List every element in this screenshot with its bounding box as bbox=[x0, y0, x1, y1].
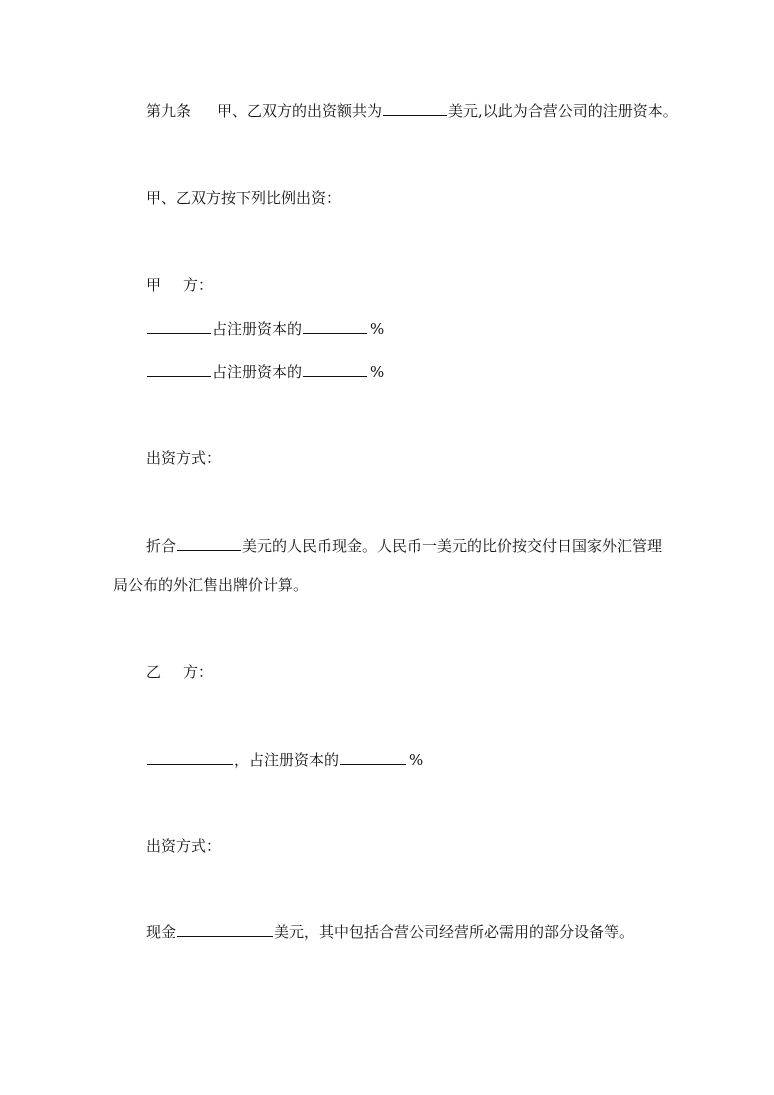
party-b-label-second: 方： bbox=[183, 663, 214, 681]
party-b-item-blank[interactable] bbox=[147, 749, 233, 765]
party-a-row-1-text: 占注册资本的 bbox=[212, 320, 303, 338]
party-a-contribution-row-2 bbox=[146, 361, 384, 381]
party-a-method-label: 出资方式： bbox=[146, 449, 222, 467]
article-nine bbox=[146, 100, 678, 120]
party-a-label-second: 方： bbox=[183, 276, 214, 294]
ratio-intro: 甲、乙双方按下列比例出资： bbox=[146, 189, 342, 207]
party-b-cash-amount-blank[interactable] bbox=[177, 921, 273, 937]
party-b-percent-blank[interactable] bbox=[340, 749, 406, 765]
article-number: 第九条 bbox=[146, 102, 192, 120]
party-b-contribution-row bbox=[146, 749, 423, 769]
party-a-label bbox=[146, 275, 213, 295]
percent-sign: % bbox=[409, 751, 424, 769]
party-b-method-line bbox=[146, 921, 634, 941]
party-a-item-blank-1[interactable] bbox=[147, 318, 211, 334]
party-b-label-first: 乙 bbox=[146, 663, 162, 681]
party-b-label bbox=[146, 662, 213, 682]
party-a-method-prefix: 折合 bbox=[146, 537, 177, 555]
article-text-before: 甲、乙双方的出资额共为 bbox=[217, 102, 383, 120]
party-b-row-text: ，占注册资本的 bbox=[234, 751, 340, 769]
party-a-method-text-1: 美元的人民币现金。人民币一美元的比价按交付日国家外汇管理 bbox=[242, 537, 663, 555]
party-b-method-text: 美元，其中包括合营公司经营所必需用的部分设备等。 bbox=[274, 923, 635, 941]
article-text-after: 美元,以此为合营公司的注册资本。 bbox=[448, 102, 678, 120]
party-a-percent-blank-1[interactable] bbox=[303, 318, 367, 334]
party-a-row-2-text: 占注册资本的 bbox=[212, 363, 303, 381]
party-a-method-line-1 bbox=[146, 535, 662, 555]
party-a-item-blank-2[interactable] bbox=[147, 361, 211, 377]
capital-amount-blank[interactable] bbox=[383, 100, 447, 116]
party-a-method-line-2: 局公布的外汇售出牌价计算。 bbox=[113, 576, 309, 594]
percent-sign: % bbox=[370, 320, 385, 338]
party-b-method-prefix: 现金 bbox=[146, 923, 177, 941]
party-a-percent-blank-2[interactable] bbox=[303, 361, 367, 377]
party-a-label-first: 甲 bbox=[146, 276, 162, 294]
party-a-contribution-row-1 bbox=[146, 318, 384, 338]
percent-sign: % bbox=[370, 363, 385, 381]
party-a-usd-amount-blank[interactable] bbox=[177, 535, 241, 551]
party-b-method-label: 出资方式： bbox=[146, 837, 222, 855]
